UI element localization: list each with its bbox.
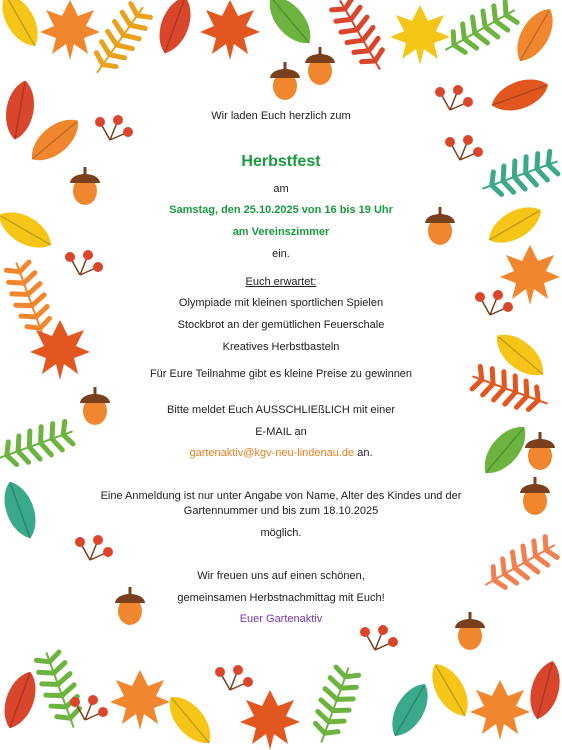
intro-line: Wir laden Euch herzlich zum [211,110,351,122]
note-line-2: Gartennummer und bis zum 18.10.2025 [183,505,379,517]
note-line-1: Eine Anmeldung ist nur unter Angabe von Name, Alter des Kindes und der [100,490,462,502]
activity-item: Kreatives Herbstbasteln [222,341,340,353]
event-datetime: Samstag, den 25.10.2025 von 16 bis 19 Uhr [169,204,393,216]
closing-line-2: gemeinsamen Herbstnachmittag mit Euch! [177,592,385,604]
signature: Euer Gartenaktiv [239,613,323,625]
register-line-2: E-MAIL an [255,426,307,438]
prizes-line: Für Eure Teilnahme gibt es kleine Preise zu gewinnen [149,368,413,380]
am-line: am [273,183,289,195]
email-line [0,447,562,459]
note-line-3: möglich. [260,527,302,539]
expect-heading: Euch erwartet: [245,276,317,288]
activity-item: Stockbrot an der gemütlichen Feuerschale [177,319,385,331]
email-suffix: an. [357,447,373,459]
event-title: Herbstfest [241,153,321,170]
closing-line-1: Wir freuen uns auf einen schönen, [197,570,365,582]
event-place: am Vereinszimmer [232,226,330,238]
ein-line: ein. [272,248,290,260]
email-link[interactable]: gartenaktiv@kgv-neu-lindenau.de [189,447,355,459]
activity-item: Olympiade mit kleinen sportlichen Spielen [178,297,384,309]
register-line-1: Bitte meldet Euch AUSSCHLIEßLICH mit einer [166,404,396,416]
